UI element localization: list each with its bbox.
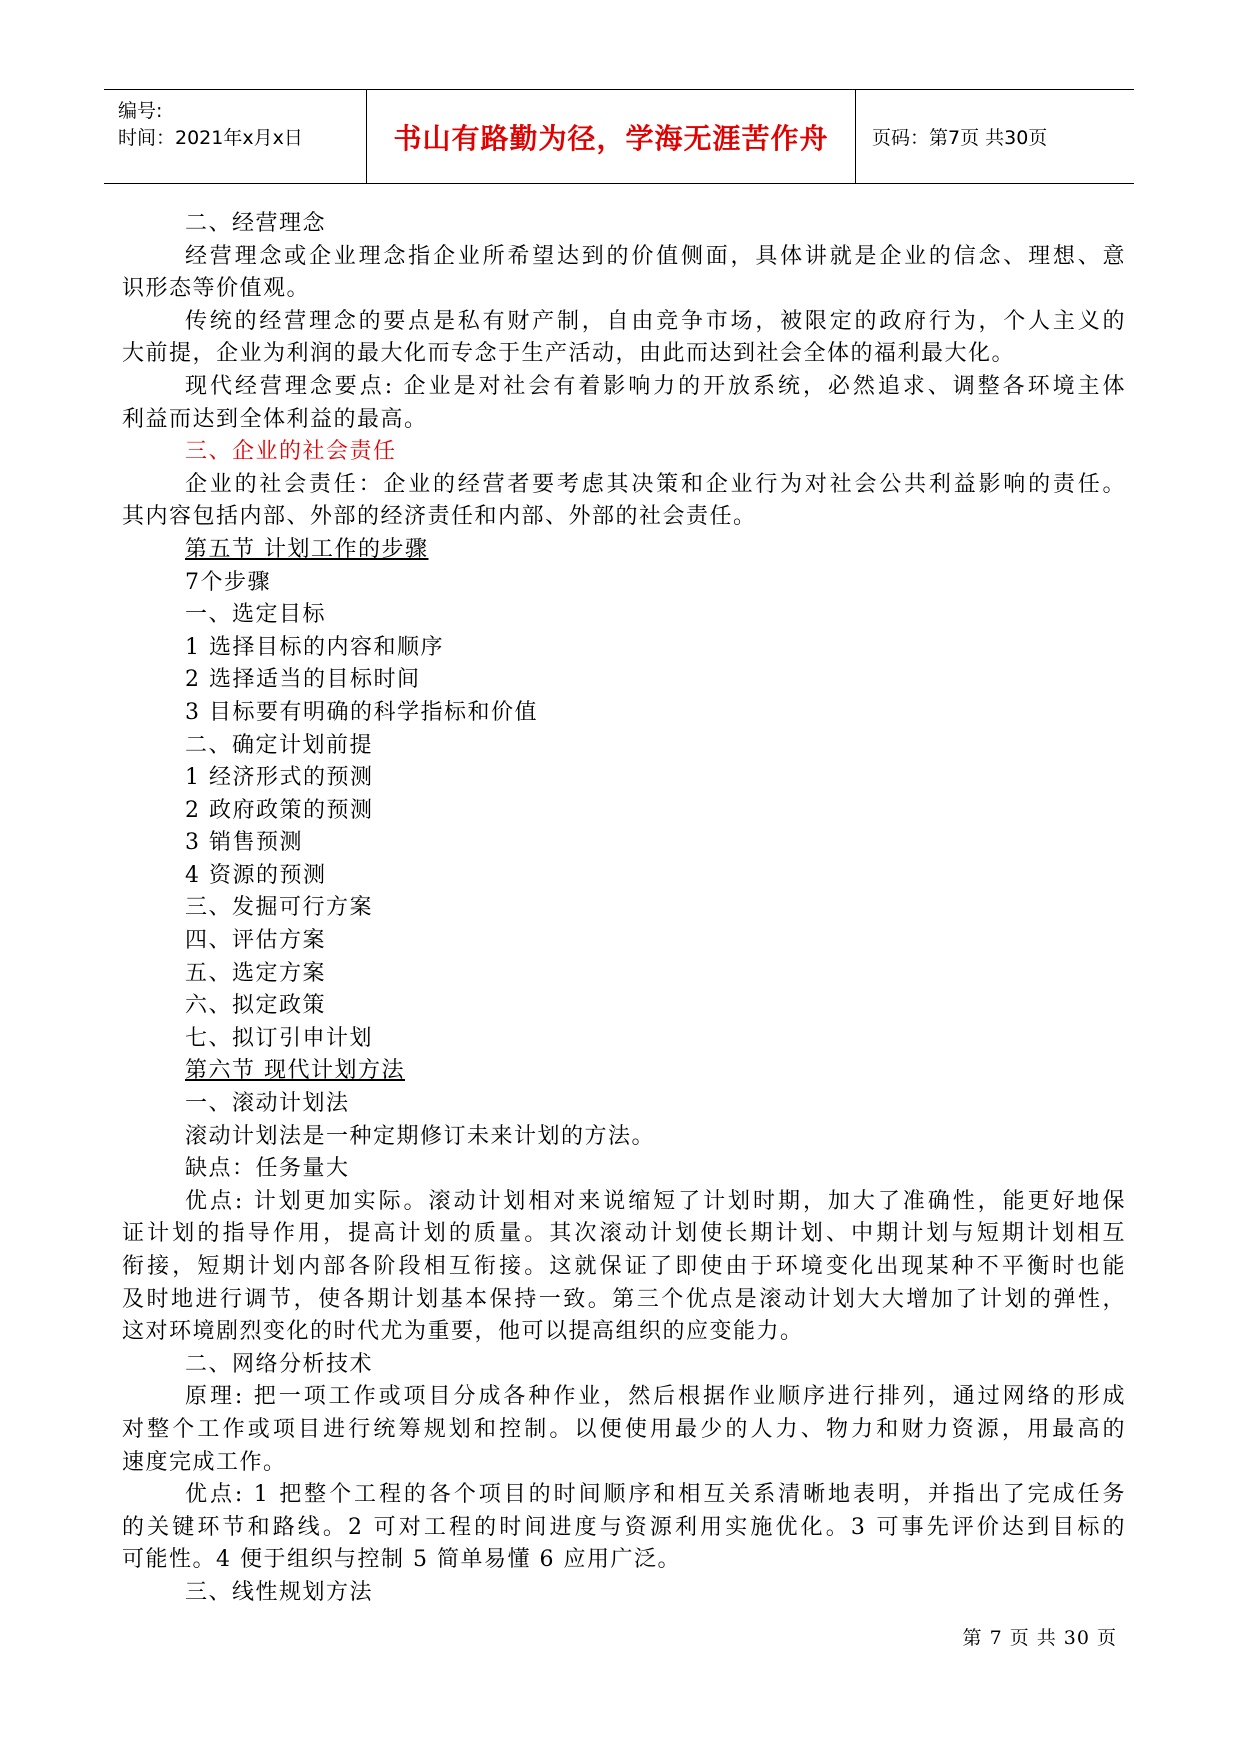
text-line	[122, 1023, 1126, 1056]
text-line	[122, 241, 1126, 274]
line-text: 优点: 计划更加实际。滚动计划相对来说缩短了计划时期，加大了准确性，能更好地保	[185, 1188, 1126, 1214]
line-text: 对整个工作或项目进行统筹规划和控制。以便使用最少的人力、物力和财力资源，用最高的	[122, 1416, 1126, 1442]
text-line	[122, 338, 1126, 371]
highlighted-heading: 三、企业的社会责任	[185, 439, 397, 465]
line-text: 这对环境剧烈变化的时代尤为重要，他可以提高组织的应变能力。	[122, 1319, 804, 1345]
line-text: 及时地进行调节，使各期计划基本保持一致。第三个优点是滚动计划大大增加了计划的弹性，	[122, 1286, 1126, 1312]
line-text: 利益而达到全体利益的最高。	[122, 406, 428, 432]
text-line	[122, 1088, 1126, 1121]
document-time-label: 时间：2021年x月x日	[118, 127, 303, 149]
line-text: 速度完成工作。	[122, 1449, 287, 1475]
text-line	[122, 925, 1126, 958]
text-line	[122, 958, 1126, 991]
section-heading: 第六节 现代计划方法	[185, 1058, 405, 1084]
header-page-cell	[856, 90, 1134, 183]
line-text: 1 选择目标的内容和顺序	[185, 634, 444, 660]
line-text: 可能性。4 便于组织与控制 5 简单易懂 6 应用广泛。	[122, 1547, 681, 1573]
text-line	[122, 762, 1126, 795]
text-line	[122, 1121, 1126, 1154]
line-text: 滚动计划法是一种定期修订未来计划的方法。	[185, 1123, 656, 1149]
text-line	[122, 1349, 1126, 1382]
section-heading: 第五节 计划工作的步骤	[185, 536, 429, 562]
text-line	[122, 1284, 1126, 1317]
line-text: 2 选择适当的目标时间	[185, 667, 421, 693]
text-line	[122, 1381, 1126, 1414]
text-line	[122, 1544, 1126, 1577]
line-text: 1 经济形式的预测	[185, 765, 374, 791]
text-line	[122, 697, 1126, 730]
header-motto: 书山有路勤为径，学海无涯苦作舟	[393, 121, 829, 155]
text-line	[122, 469, 1126, 502]
text-line	[122, 1512, 1126, 1545]
line-text: 3 目标要有明确的科学指标和价值	[185, 699, 538, 725]
text-line	[122, 306, 1126, 339]
text-line	[122, 1577, 1126, 1610]
line-text: 企业的社会责任：企业的经营者要考虑其决策和企业行为对社会公共利益影响的责任。	[185, 471, 1126, 497]
text-line	[122, 436, 1126, 469]
text-line	[122, 534, 1126, 567]
line-text: 识形态等价值观。	[122, 276, 311, 302]
text-line	[122, 501, 1126, 534]
line-text: 三、线性规划方法	[185, 1579, 374, 1605]
line-text: 三、发掘可行方案	[185, 895, 374, 921]
text-line	[122, 827, 1126, 860]
line-text: 二、网络分析技术	[185, 1351, 374, 1377]
text-line	[122, 273, 1126, 306]
text-line	[122, 632, 1126, 665]
line-text: 四、评估方案	[185, 928, 327, 954]
text-line	[122, 404, 1126, 437]
text-line	[122, 892, 1126, 925]
line-text: 大前提，企业为利润的最大化而专念于生产活动，由此而达到社会全体的福利最大化。	[122, 341, 1016, 367]
text-line	[122, 730, 1126, 763]
line-text: 2 政府政策的预测	[185, 797, 374, 823]
header-page-info: 页码：第7页 共30页	[872, 127, 1048, 149]
text-line	[122, 371, 1126, 404]
text-line	[122, 860, 1126, 893]
line-text: 一、选定目标	[185, 602, 327, 628]
text-line	[122, 567, 1126, 600]
text-line	[122, 1479, 1126, 1512]
line-text: 五、选定方案	[185, 960, 327, 986]
text-line	[122, 1251, 1126, 1284]
document-number-label: 编号:	[118, 100, 163, 122]
text-line	[122, 208, 1126, 241]
text-line	[122, 599, 1126, 632]
header-meta-cell	[104, 90, 366, 183]
line-text: 4 资源的预测	[185, 862, 327, 888]
text-line	[122, 1414, 1126, 1447]
text-line	[122, 1186, 1126, 1219]
line-text: 原理: 把一项工作或项目分成各种作业，然后根据作业顺序进行排列，通过网络的形成	[185, 1384, 1126, 1410]
text-line	[122, 990, 1126, 1023]
line-text: 一、滚动计划法	[185, 1091, 350, 1117]
line-text: 其内容包括内部、外部的经济责任和内部、外部的社会责任。	[122, 504, 757, 530]
header-motto-cell	[366, 90, 856, 183]
line-text: 衔接，短期计划内部各阶段相互衔接。这就保证了即使由于环境变化出现某种不平衡时也能	[122, 1254, 1126, 1279]
text-line	[122, 1316, 1126, 1349]
line-text: 3 销售预测	[185, 830, 303, 856]
line-text: 的关键环节和路线。2 可对工程的时间进度与资源利用实施优化。3 可事先评价达到目标的	[122, 1514, 1126, 1540]
document-body	[122, 208, 1126, 1610]
text-line	[122, 1447, 1126, 1480]
line-text: 7个步骤	[185, 569, 271, 595]
text-line	[122, 1055, 1126, 1088]
page-footer: 第 7 页 共 30 页	[962, 1627, 1117, 1649]
line-text: 六、拟定政策	[185, 993, 327, 1019]
line-text: 缺点：任务量大	[185, 1156, 350, 1182]
document-header	[104, 89, 1134, 184]
line-text: 二、确定计划前提	[185, 732, 374, 758]
text-line	[122, 795, 1126, 828]
line-text: 优点: 1 把整个工程的各个项目的时间顺序和相互关系清晰地表明，并指出了完成任务	[185, 1482, 1126, 1508]
line-text: 传统的经营理念的要点是私有财产制，自由竞争市场，被限定的政府行为，个人主义的	[185, 308, 1126, 334]
line-text: 证计划的指导作用，提高计划的质量。其次滚动计划使长期计划、中期计划与短期计划相互	[122, 1221, 1126, 1247]
text-line	[122, 664, 1126, 697]
line-text: 现代经营理念要点: 企业是对社会有着影响力的开放系统，必然追求、调整各环境主体	[185, 373, 1126, 399]
line-text: 七、拟订引申计划	[185, 1025, 374, 1051]
line-text: 二、经营理念	[185, 211, 327, 236]
line-text: 经营理念或企业理念指企业所希望达到的价值侧面，具体讲就是企业的信念、理想、意	[185, 243, 1126, 269]
text-line	[122, 1153, 1126, 1186]
text-line	[122, 1218, 1126, 1251]
